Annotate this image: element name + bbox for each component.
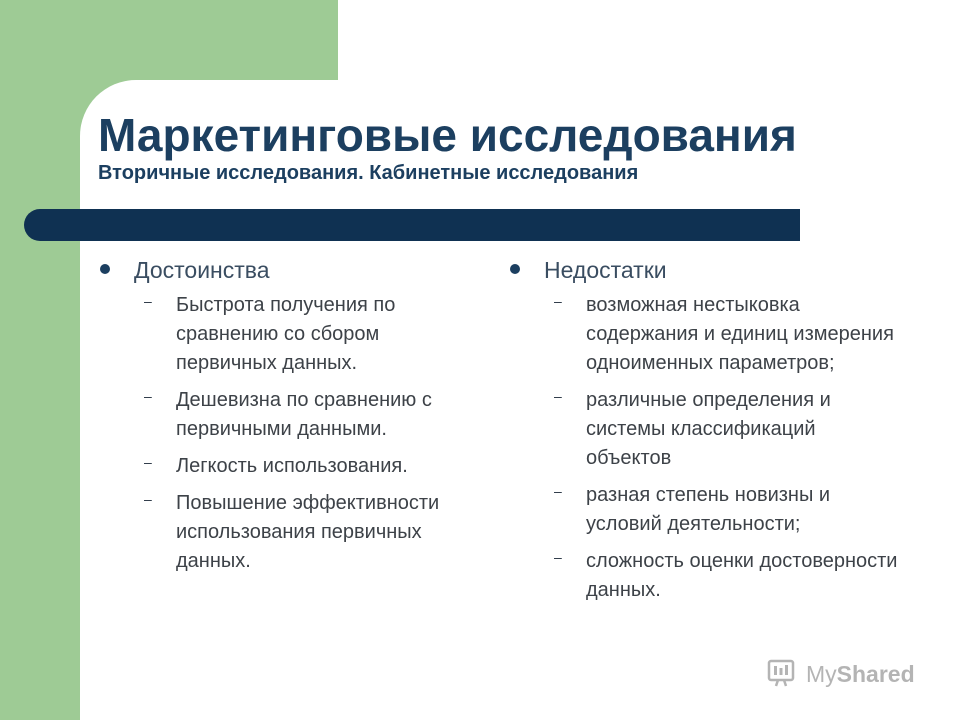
myshared-watermark xyxy=(766,656,915,692)
list-item xyxy=(510,291,900,378)
list-item xyxy=(510,386,900,473)
slide-title: Маркетинговые исследования xyxy=(98,109,797,161)
list-item xyxy=(100,452,480,481)
bullet-dot-icon xyxy=(510,264,520,274)
advantages-heading xyxy=(100,252,480,288)
dash-icon: – xyxy=(554,388,562,404)
list-item xyxy=(510,547,900,605)
list-item-text: возможная нестыковка содержания и единиц измерения одноименных параметров; xyxy=(586,294,894,374)
divider-bar xyxy=(24,209,800,241)
myshared-logo-icon xyxy=(766,655,800,694)
list-item-text: различные определения и системы классификаций объектов xyxy=(586,389,831,469)
dash-icon: – xyxy=(554,483,562,499)
dash-icon: – xyxy=(144,454,152,470)
list-item-text: сложность оценки достоверности данных. xyxy=(586,550,898,601)
advantages-column xyxy=(100,252,480,584)
dash-icon: – xyxy=(554,293,562,309)
list-item xyxy=(100,489,480,576)
dash-icon: – xyxy=(144,491,152,507)
bullet-dot-icon xyxy=(100,264,110,274)
list-item xyxy=(510,481,900,539)
disadvantages-heading xyxy=(510,252,900,288)
advantages-heading-label: Достоинства xyxy=(134,257,270,283)
watermark-text: MyShared xyxy=(806,660,915,687)
list-item xyxy=(100,386,480,444)
list-item-text: Дешевизна по сравнению с первичными данными. xyxy=(176,389,432,440)
disadvantages-column xyxy=(510,252,900,613)
list-item-text: Быстрота получения по сравнению со сбором первичных данных. xyxy=(176,294,396,374)
list-item-text: Повышение эффективности использования первичных данных. xyxy=(176,492,440,572)
list-item-text: разная степень новизны и условий деятельности; xyxy=(586,484,831,535)
advantages-list xyxy=(100,291,480,576)
slide-subtitle: Вторичные исследования. Кабинетные исследования xyxy=(98,162,639,184)
disadvantages-list xyxy=(510,291,900,605)
dash-icon: – xyxy=(144,293,152,309)
disadvantages-heading-label: Недостатки xyxy=(544,257,667,283)
list-item xyxy=(100,291,480,378)
list-item-text: Легкость использования. xyxy=(176,455,408,477)
dash-icon: – xyxy=(144,388,152,404)
dash-icon: – xyxy=(554,549,562,565)
